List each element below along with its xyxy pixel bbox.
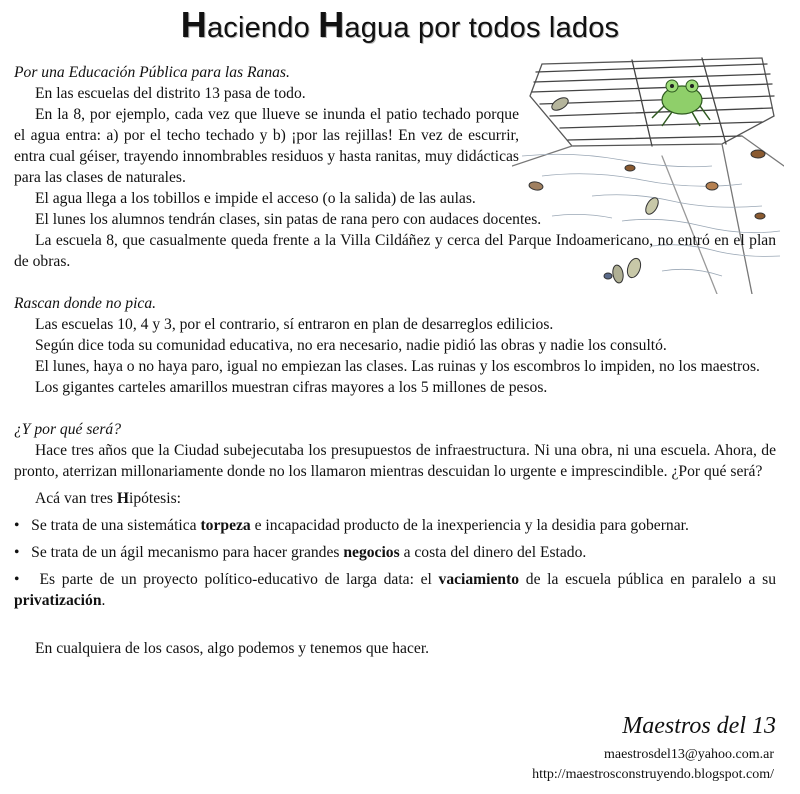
paragraph: Las escuelas 10, 4 y 3, por el contrario, sí entraron en plan de desarreglos edilicios. xyxy=(35,316,554,333)
paragraph: La escuela 8, que casualmente queda frente a la Villa Cildáñez y cerca del Parque Indoamericano, no entró en el plan de obras. xyxy=(14,232,776,270)
section-heading-por-que: ¿Y por qué será? xyxy=(14,421,121,438)
paragraph: En las escuelas del distrito 13 pasa de todo. xyxy=(35,85,306,102)
bullet-icon: • xyxy=(14,571,20,588)
paragraph: El lunes, haya o no haya paro, igual no empiezan las clases. Las ruinas y los escombros lo impiden, no los maestros. xyxy=(35,358,760,375)
section-heading-rascan: Rascan donde no pica. xyxy=(14,295,157,312)
hypotheses-intro: Acá van tres Hipótesis: xyxy=(35,490,181,507)
contact-email[interactable]: maestrosdel13@yahoo.com.ar xyxy=(604,747,774,762)
section-heading-ranas: Por una Educación Pública para las Ranas. xyxy=(14,64,290,81)
paragraph: Los gigantes carteles amarillos muestran cifras mayores a los 5 millones de pesos. xyxy=(35,379,548,396)
list-item: • Se trata de un ágil mecanismo para hacer grandes negocios a costa del dinero del Estado. xyxy=(14,544,587,561)
list-item: • Se trata de una sistemática torpeza e incapacidad producto de la inexperiencia y la desidia para gobernar. xyxy=(14,517,689,534)
article-body xyxy=(14,62,776,659)
bullet-icon: • xyxy=(14,544,20,561)
contact-url[interactable]: http://maestrosconstruyendo.blogspot.com/ xyxy=(532,767,774,782)
signature: Maestros del 13 xyxy=(622,713,776,739)
paragraph: Hace tres años que la Ciudad subejecutaba los presupuestos de infraestructura. Ni una obra, ni una escuela. Ahora, de pronto, aterrizan millonariamente donde no los llamaron mientras descuidan lo urgente e imprescindible. ¿Por qué será? xyxy=(14,442,776,480)
paragraph: En la 8, por ejemplo, cada vez que llueve se inunda el patio techado porque el agua entra: a) por el techo techado y b) ¡por las rejillas! En vez de escurrir, entra cual géiser, trayendo innombrables residuos y hasta ranitas, muy didácticas para las clases de naturales. xyxy=(14,106,519,186)
title-initial-h2: H xyxy=(318,4,345,45)
title-text-1: aciendo xyxy=(206,12,319,44)
paragraph: El lunes los alumnos tendrán clases, sin patas de rana pero con audaces docentes. xyxy=(35,211,542,228)
list-item: • Es parte de un proyecto político-educativo de larga data: el vaciamiento de la escuela pública en paralelo a su privatización. xyxy=(14,571,776,609)
page-title xyxy=(0,4,800,46)
title-initial-h: H xyxy=(180,4,207,45)
closing-paragraph: En cualquiera de los casos, algo podemos y tenemos que hacer. xyxy=(35,640,430,657)
paragraph: Según dice toda su comunidad educativa, no era necesario, nadie pidió las obras y nadie los consultó. xyxy=(35,337,667,354)
title-text-2: agua por todos lados xyxy=(344,12,620,44)
paragraph: El agua llega a los tobillos e impide el acceso (o la salida) de las aulas. xyxy=(35,190,476,207)
bullet-icon: • xyxy=(14,517,20,534)
